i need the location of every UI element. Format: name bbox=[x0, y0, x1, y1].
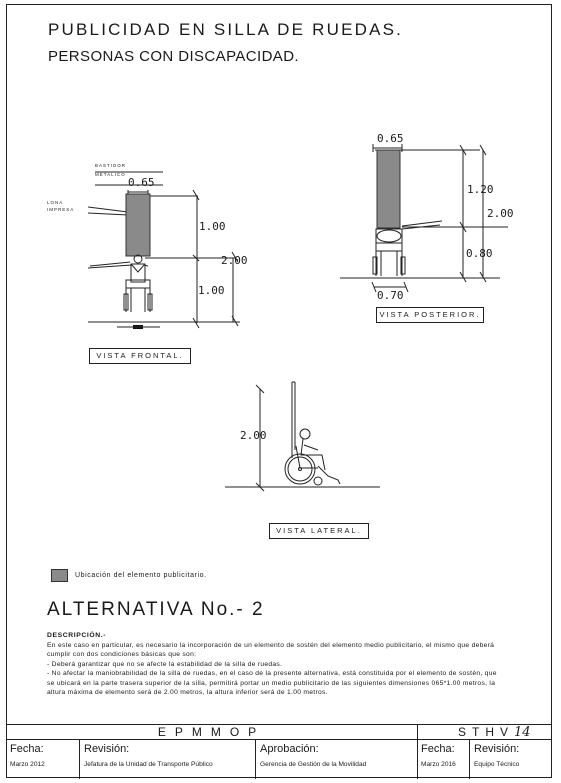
frontal-total-height-dim: 2.00 bbox=[221, 254, 248, 267]
fecha2-label: Fecha: bbox=[421, 743, 455, 755]
description-paragraph-1: En este caso en particular, es necesario la incorporación de un elemento de sostén del elemento medio publicitario, el mismo que deberá cumplir con dos condiciones básicas que son: bbox=[47, 642, 495, 659]
frontal-bastidor-label: BASTIDOR bbox=[95, 163, 127, 168]
frontal-metalico-label: METALICO bbox=[95, 172, 126, 177]
posterior-upper-height-dim: 1.20 bbox=[467, 183, 494, 196]
frontal-upper-height-dim: 1.00 bbox=[199, 220, 226, 233]
revision-cell bbox=[80, 740, 256, 779]
posterior-view-label: VISTA POSTERIOR. bbox=[376, 307, 484, 323]
aprobacion-value: Gerencia de Gestión de la Movilidad bbox=[260, 761, 367, 768]
frontal-width-dim: 0.65 bbox=[128, 176, 155, 189]
description-body bbox=[47, 641, 502, 697]
frontal-lower-height-dim: 1.00 bbox=[198, 284, 225, 297]
frontal-lona-label: LONA bbox=[47, 200, 64, 205]
title-line-2: PERSONAS CON DISCAPACIDAD. bbox=[48, 48, 300, 65]
description-paragraph-2: - Deberá garantizar que no se afecte la estabilidad de la silla de ruedas. bbox=[47, 660, 283, 668]
fecha-value: Marzo 2012 bbox=[10, 761, 45, 768]
description-paragraph-3: - No afectar la maniobrabilidad de la silla de ruedas, en el caso de la presente alternativa, está constituida por el elemento de sostén, que se ubicará en la parte trasera superior de la silla, permitirá portar un medio publicitario de las siguientes dimensiones 065*1.00 metros, la altura máxima de elemento será de 2.00 metros, la altura inferior será de 1.00 metros. bbox=[47, 670, 497, 697]
alternative-title: ALTERNATIVA No.- 2 bbox=[47, 599, 265, 620]
revision2-cell bbox=[470, 740, 552, 779]
title-line-1: PUBLICIDAD EN SILLA DE RUEDAS. bbox=[48, 20, 404, 39]
fecha2-value: Marzo 2016 bbox=[421, 761, 456, 768]
lateral-height-dim: 2.00 bbox=[240, 429, 267, 442]
org-name: EPMMOP bbox=[6, 725, 418, 740]
fecha2-cell bbox=[418, 740, 470, 779]
legend-swatch bbox=[51, 569, 68, 582]
revision-value: Jefatura de la Unidad de Transporte Público bbox=[84, 761, 213, 768]
revision-label: Revisión: bbox=[84, 743, 130, 755]
fecha-cell bbox=[6, 740, 80, 779]
description-heading: DESCRIPCIÓN.- bbox=[47, 632, 107, 639]
sheet-number: 14 bbox=[514, 725, 531, 740]
posterior-total-height-dim: 2.00 bbox=[487, 207, 514, 220]
lateral-view-label: VISTA LATERAL. bbox=[269, 523, 369, 539]
legend-text: Ubicación del elemento publicitario. bbox=[75, 572, 207, 579]
aprobacion-cell bbox=[256, 740, 418, 779]
sheet-code: STHV bbox=[458, 725, 515, 739]
posterior-width-dim: 0.65 bbox=[377, 132, 404, 145]
revision2-label: Revisión: bbox=[474, 743, 520, 755]
posterior-base-width-dim: 0.70 bbox=[377, 289, 404, 302]
aprobacion-label: Aprobación: bbox=[260, 743, 319, 755]
sheet-code-cell bbox=[418, 725, 552, 740]
posterior-lower-height-dim: 0.80 bbox=[466, 247, 493, 260]
revision2-value: Equipo Técnico bbox=[474, 761, 520, 768]
fecha-label: Fecha: bbox=[10, 743, 44, 755]
frontal-impresa-label: IMPRESA bbox=[47, 207, 75, 212]
frontal-view-label: VISTA FRONTAL. bbox=[89, 348, 191, 364]
title-block bbox=[6, 724, 552, 779]
